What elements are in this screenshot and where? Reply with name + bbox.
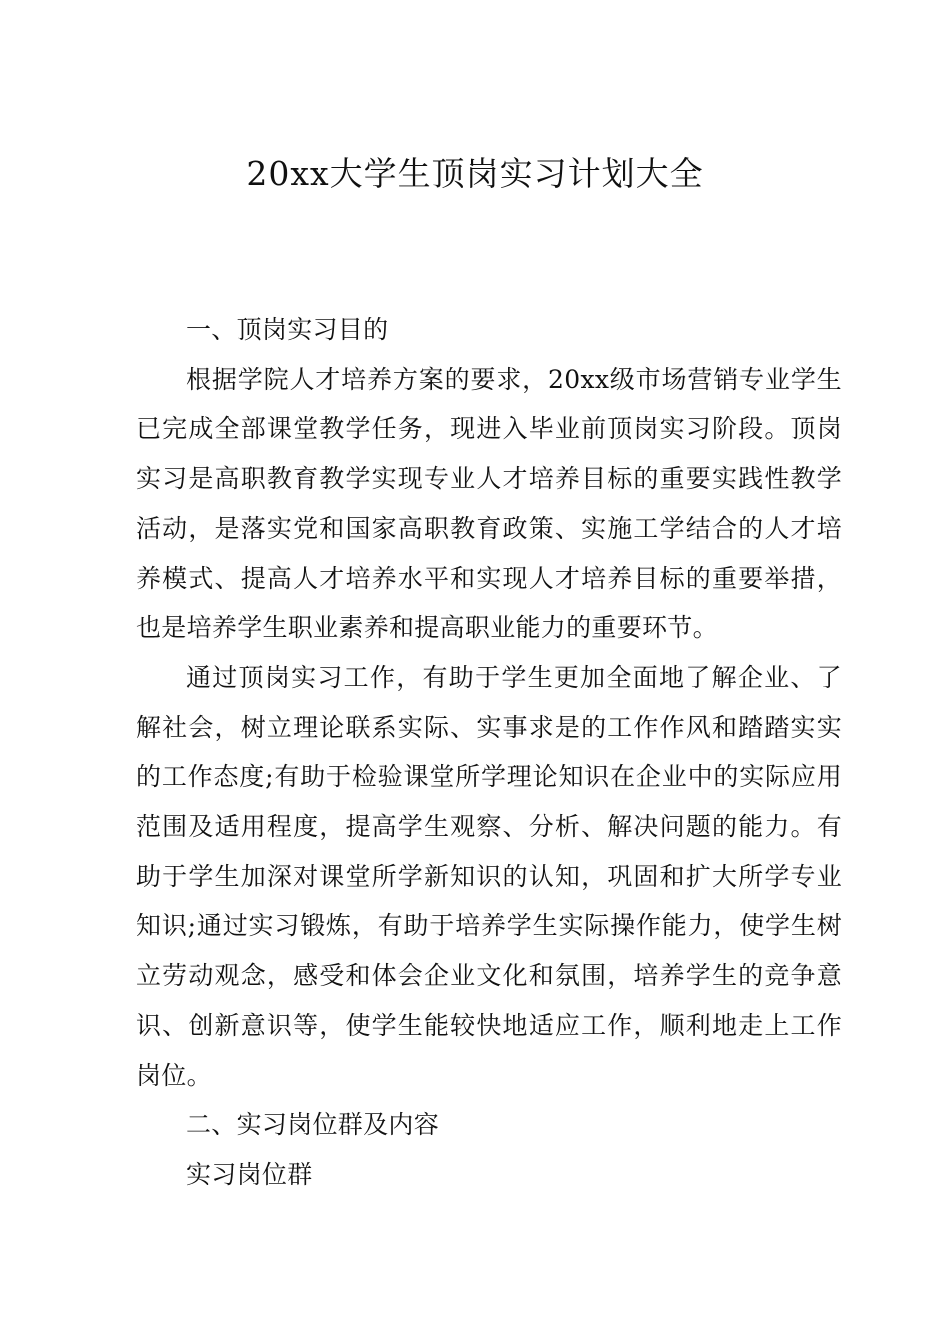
document-title: 20xx大学生顶岗实习计划大全 (246, 154, 704, 193)
document-body (136, 305, 842, 1200)
subheading-position-group: 实习岗位群 (186, 1159, 313, 1189)
section-heading-positions: 二、实习岗位群及内容 (186, 1110, 440, 1140)
paragraph-purpose-2: 通过顶岗实习工作，有助于学生更加全面地了解企业、了解社会，树立理论联系实际、实事求是的工作作风和踏踏实实的工作态度;有助于检验课堂所学理论知识在企业中的实际应用范围及适用程度，提高学生观察、分析、解决问题的能力。有助于学生加深对课堂所学新知识的认知，巩固和扩大所学专业知识;通过实习锻炼，有助于培养学生实际操作能力，使学生树立劳动观念，感受和体会企业文化和氛围，培养学生的竞争意识、创新意识等，使学生能较快地适应工作，顺利地走上工作岗位。 (136, 662, 842, 1090)
paragraph-purpose-1: 根据学院人才培养方案的要求，20xx级市场营销专业学生已完成全部课堂教学任务，现进入毕业前顶岗实习阶段。顶岗实习是高职教育教学实现专业人才培养目标的重要实践性教学活动，是落实党和国家高职教育政策、实施工学结合的人才培养模式、提高人才培养水平和实现人才培养目标的重要举措，也是培养学生职业素养和提高职业能力的重要环节。 (136, 364, 842, 643)
section-heading-purpose: 一、顶岗实习目的 (186, 315, 389, 344)
